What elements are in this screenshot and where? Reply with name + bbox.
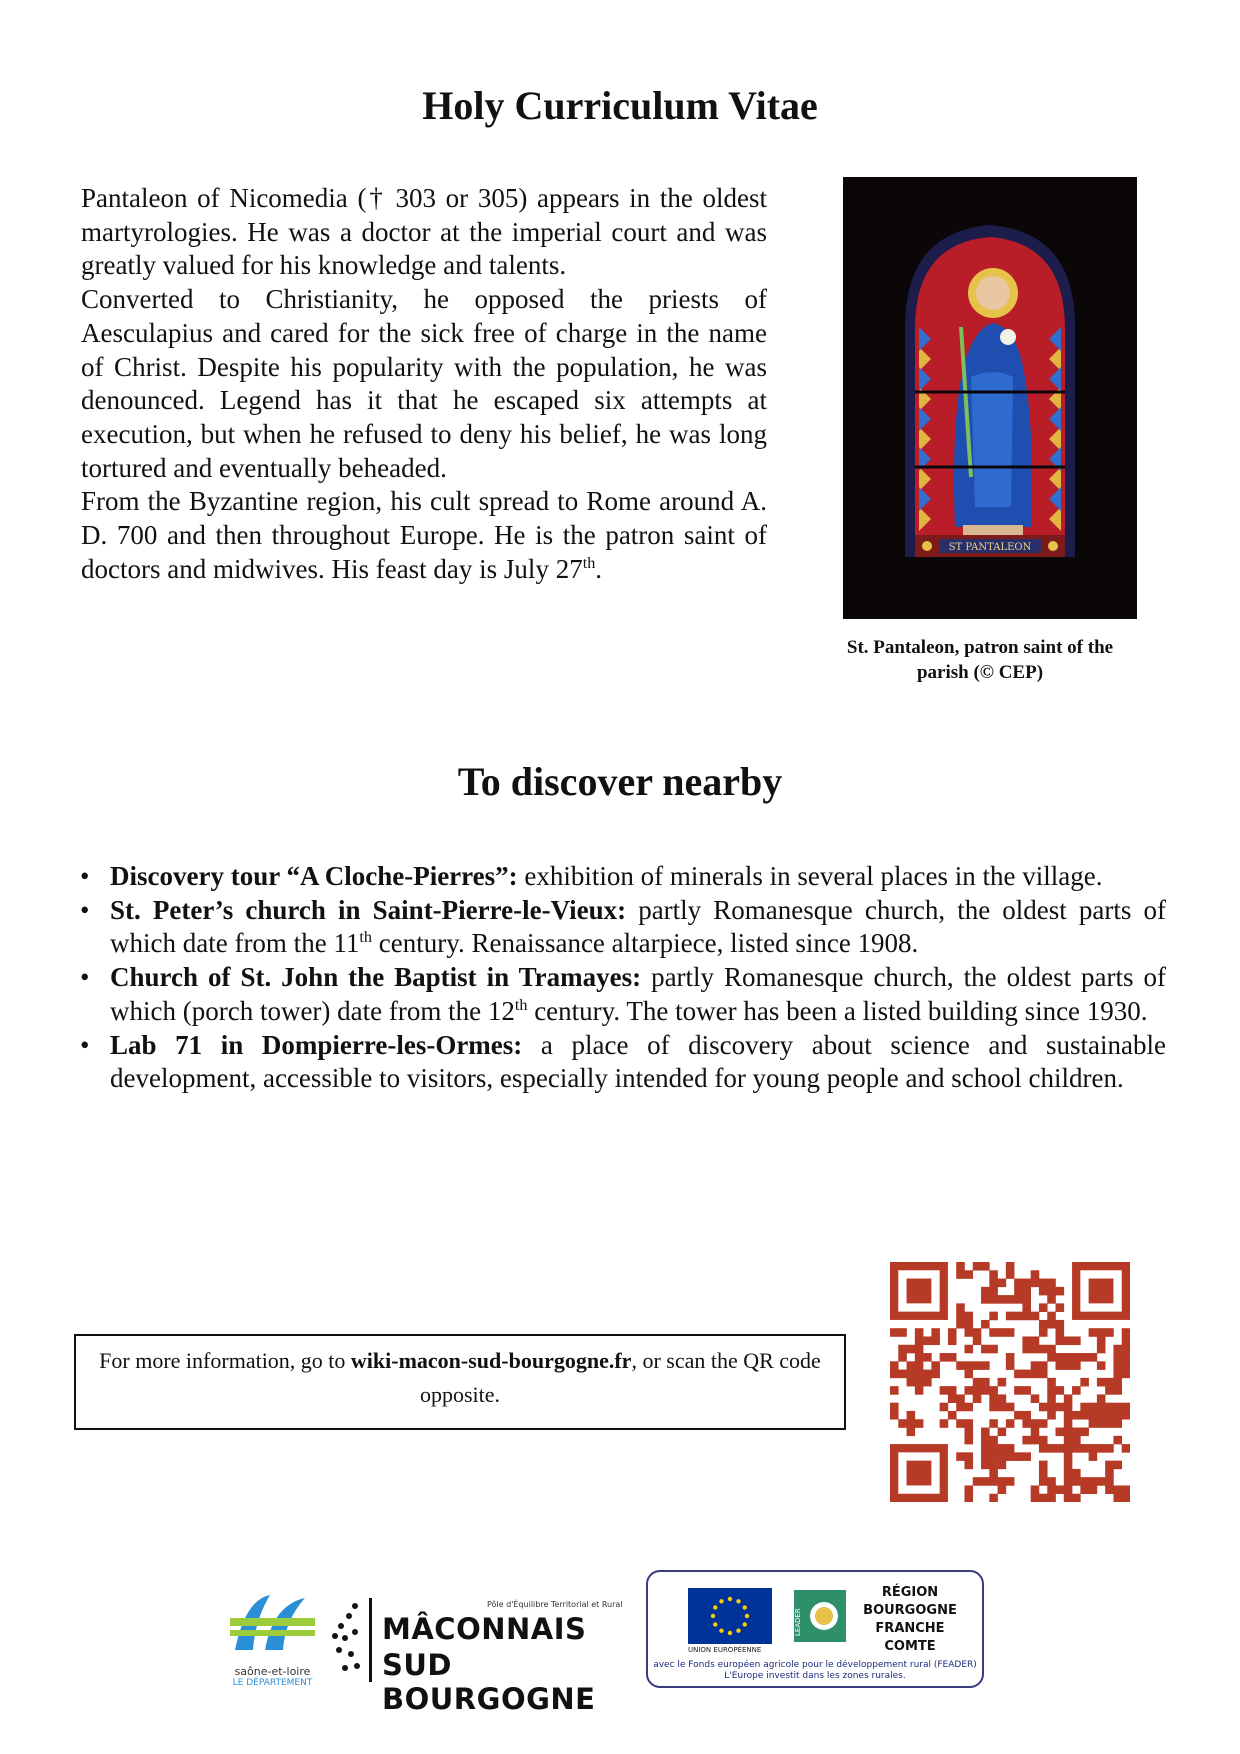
info-box: For more information, go to wiki-macon-sud-bourgogne.fr, or scan the QR code opposite.: [74, 1334, 846, 1430]
list-item: • St. Peter’s church in Saint-Pierre-le-Vieux: partly Romanesque church, the oldest parts of which date from the 11th century. Renaissance altarpiece, listed since 1908.: [80, 894, 1166, 961]
intro-paragraph-2: Converted to Christianity, he opposed the priests of Aesculapius and cared for the sick free of charge in the name of Christ. Despite his popularity with the population, he was denounced. Legend has it that he escaped six attempts at execution, but when he refused to deny his belief, he was long tortured and eventually beheaded.: [81, 284, 767, 483]
intro-text: [81, 182, 767, 586]
list-item: • Lab 71 in Dompierre-les-Ormes: a place of discovery about science and sustainable development, accessible to visitors, especially intended for young people and school children.: [80, 1029, 1166, 1096]
stained-glass-window-image: [843, 177, 1137, 619]
section-title: To discover nearby: [457, 759, 783, 804]
saone-et-loire-logo: saône-et-loire LE DÉPARTEMENT: [225, 1590, 320, 1690]
window-inscription: ST PANTALEON: [948, 542, 1032, 553]
svg-text:LEADER: LEADER: [794, 1608, 802, 1636]
image-caption: St. Pantaleon, patron saint of the parish (© CEP): [846, 637, 1114, 683]
eu-flag-icon: [688, 1588, 772, 1644]
leader-logo-icon: [794, 1590, 846, 1642]
list-item: • Church of St. John the Baptist in Tramayes: partly Romanesque church, the oldest parts of which (porch tower) date from the 12th century. The tower has been a listed building since 1930.: [80, 961, 1166, 1028]
maconnais-sud-bourgogne-logo: Pôle d'Équilibre Territorial et Rural MÂCONNAIS SUD BOURGOGNE: [325, 1596, 630, 1686]
page-title: Holy Curriculum Vitae: [422, 83, 818, 128]
nearby-list: [80, 860, 1166, 1096]
eu-feader-logo: UNION EUROPÉENNE LEADER RÉGION BOURGOGNE FRANCHE COMTE avec le Fonds européen agricole pour le développement rural (FEADER) L'Europe investit dans les zones rurales.: [646, 1570, 984, 1688]
intro-paragraph-3: From the Byzantine region, his cult spread to Rome around A. D. 700 and then throughout Europe. He is the patron saint of doctors and midwives. His feast day is July 27th.: [81, 486, 767, 584]
partner-logos: [0, 1560, 1240, 1716]
intro-paragraph-1: Pantaleon of Nicomedia († 303 or 305) appears in the oldest martyrologies. He was a doctor at the imperial court and was greatly valued for his knowledge and talents.: [81, 183, 767, 281]
website-link[interactable]: wiki-macon-sud-bourgogne.fr: [350, 1348, 632, 1373]
region-logo: RÉGION BOURGOGNE FRANCHE COMTE: [863, 1585, 957, 1654]
feader-text: avec le Fonds européen agricole pour le développement rural (FEADER) L'Europe investit dans les zones rurales.: [653, 1660, 977, 1681]
list-item: • Discovery tour “A Cloche-Pierres”: exhibition of minerals in several places in the village.: [80, 860, 1166, 894]
qr-code[interactable]: [890, 1262, 1130, 1502]
